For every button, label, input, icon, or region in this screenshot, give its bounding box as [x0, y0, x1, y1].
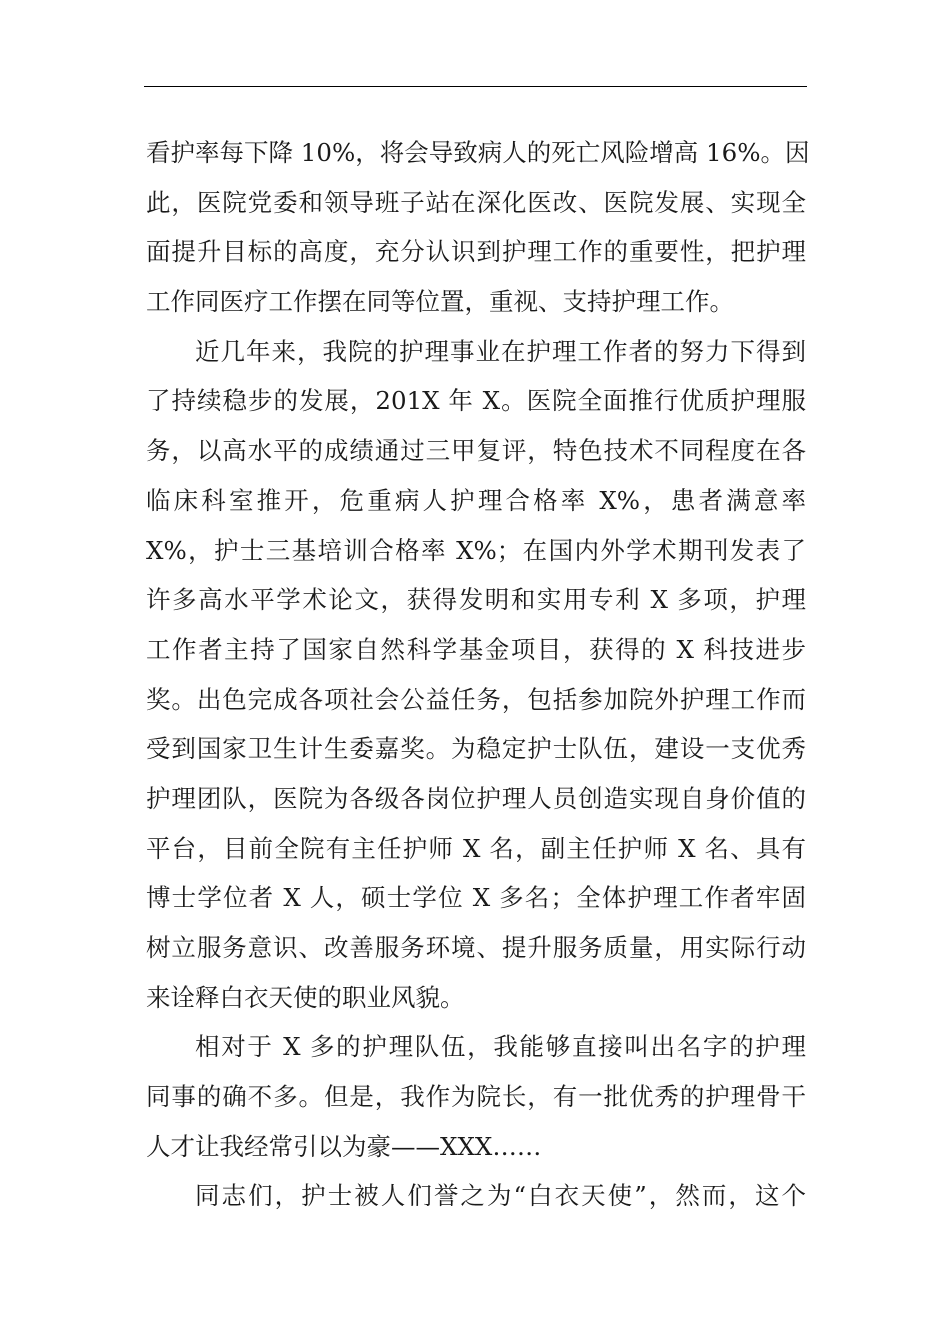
- text-line: 此，医院党委和领导班子站在深化医改、医院发展、实现全: [146, 187, 806, 217]
- text-line: 面提升目标的高度，充分认识到护理工作的重要性，把护理: [146, 237, 806, 267]
- text-line: 平台，目前全院有主任护师 X 名，副主任护师 X 名、具有: [146, 833, 806, 863]
- text-line: 奖。出色完成各项社会公益任务，包括参加院外护理工作而: [146, 684, 806, 714]
- text-line: 了持续稳步的发展，201X 年 X。医院全面推行优质护理服: [146, 386, 806, 416]
- text-line: 工作同医疗工作摆在同等位置，重视、支持护理工作。: [146, 287, 734, 317]
- text-line: 相对于 X 多的护理队伍，我能够直接叫出名字的护理: [195, 1032, 806, 1062]
- text-line: 博士学位者 X 人，硕士学位 X 多名；全体护理工作者牢固: [146, 883, 806, 913]
- text-line: 许多高水平学术论文，获得发明和实用专利 X 多项，护理: [146, 585, 806, 615]
- body-text: [146, 128, 810, 1221]
- text-line: 工作者主持了国家自然科学基金项目，获得的 X 科技进步: [146, 634, 806, 664]
- header-rule: [144, 86, 807, 87]
- text-line: 近几年来，我院的护理事业在护理工作者的努力下得到: [195, 336, 806, 366]
- text-line: 护理团队，医院为各级各岗位护理人员创造实现自身价值的: [146, 783, 806, 813]
- text-line: X%，护士三基培训合格率 X%；在国内外学术期刊发表了: [146, 535, 806, 565]
- text-line: 看护率每下降 10%，将会导致病人的死亡风险增高 16%。因: [146, 138, 810, 167]
- text-line: 务，以高水平的成绩通过三甲复评，特色技术不同程度在各: [146, 436, 806, 466]
- text-line: 同志们，护士被人们誉之为“白衣天使”，然而，这个: [195, 1181, 806, 1211]
- text-line: 受到国家卫生计生委嘉奖。为稳定护士队伍，建设一支优秀: [146, 734, 806, 764]
- text-line: 来诠释白衣天使的职业风貌。: [146, 982, 465, 1012]
- text-line: 树立服务意识、改善服务环境、提升服务质量，用实际行动: [146, 933, 806, 962]
- text-line: 人才让我经常引以为豪——XXX……: [146, 1131, 542, 1161]
- text-line: 同事的确不多。但是，我作为院长，有一批优秀的护理骨干: [146, 1082, 806, 1112]
- text-line: 临床科室推开，危重病人护理合格率 X%，患者满意率: [146, 485, 806, 515]
